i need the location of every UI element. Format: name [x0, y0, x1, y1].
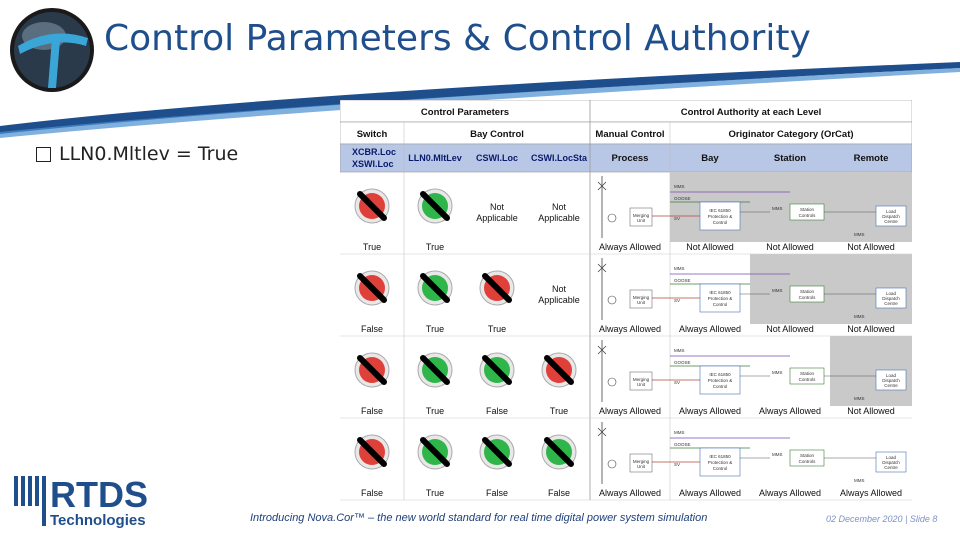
svg-text:Station: Station [799, 453, 815, 458]
svg-text:Protection &: Protection & [707, 296, 733, 301]
authority-label: Always Allowed [839, 488, 903, 498]
authority-label: Always Allowed [598, 242, 662, 252]
column-header-0-b: XSWI.Loc [352, 159, 394, 169]
svg-text:MMS: MMS [674, 184, 685, 189]
subheader-switch: Switch [356, 129, 388, 140]
subheader-orcat: Originator Category (OrCat) [728, 129, 854, 140]
authority-label: Not Allowed [766, 324, 814, 334]
footer-tagline: Introducing Nova.Cor™ – the new world standard for real time digital power system simulation [250, 512, 708, 524]
svg-text:Controls: Controls [798, 295, 816, 300]
state-label: True [425, 324, 445, 334]
authority-label: Always Allowed [758, 406, 822, 416]
svg-text:Centre: Centre [884, 383, 898, 388]
checkbox-bullet-icon [36, 147, 51, 162]
subheader-manual-control: Manual Control [595, 129, 665, 140]
svg-text:IEC 61850: IEC 61850 [709, 208, 731, 213]
svg-text:Controls: Controls [798, 213, 816, 218]
svg-text:Merging: Merging [632, 377, 650, 382]
rtds-logo-text: RTDS [50, 474, 148, 515]
footer-date: 02 December 2020 | Slide 8 [826, 514, 938, 524]
switch-closed-icon [480, 435, 514, 469]
switch-open-icon [355, 271, 389, 305]
authority-label: Always Allowed [678, 406, 742, 416]
svg-text:Unit: Unit [636, 382, 646, 387]
state-label: False [485, 488, 509, 498]
switch-open-icon [355, 189, 389, 223]
authority-label: Not Allowed [847, 324, 895, 334]
authority-label: Not Allowed [766, 242, 814, 252]
authority-label: Always Allowed [598, 406, 662, 416]
column-header-6: Station [773, 153, 807, 164]
svg-text:MMS: MMS [854, 232, 865, 237]
state-label-line2: Applicable [476, 213, 518, 223]
svg-text:Merging: Merging [632, 213, 650, 218]
svg-text:Control: Control [712, 220, 728, 225]
state-label: True [425, 242, 445, 252]
authority-label: Not Allowed [847, 242, 895, 252]
svg-text:SV: SV [674, 216, 681, 221]
group-header-control-authority: Control Authority at each Level [680, 107, 822, 118]
svg-text:SV: SV [674, 462, 681, 467]
control-authority-table [340, 100, 912, 502]
svg-text:Control: Control [712, 302, 728, 307]
svg-text:Protection &: Protection & [707, 378, 733, 383]
switch-open-icon [355, 435, 389, 469]
svg-text:Unit: Unit [636, 300, 646, 305]
state-label-line1: Not [551, 284, 567, 294]
rtds-logo [10, 474, 180, 530]
svg-text:MMS: MMS [674, 430, 685, 435]
switch-closed-icon [418, 271, 452, 305]
subheader-bay-control: Bay Control [470, 129, 524, 140]
state-label-line2: Applicable [538, 213, 580, 223]
state-label: False [485, 406, 509, 416]
svg-text:Load: Load [885, 291, 897, 296]
svg-text:GOOSE: GOOSE [674, 442, 691, 447]
svg-text:MMS: MMS [772, 288, 783, 293]
svg-text:IEC 61850: IEC 61850 [709, 290, 731, 295]
svg-text:MMS: MMS [854, 314, 865, 319]
svg-text:Station: Station [799, 371, 815, 376]
slide-title: Control Parameters & Control Authority [104, 18, 811, 59]
svg-text:MMS: MMS [854, 396, 865, 401]
authority-label: Not Allowed [686, 242, 734, 252]
svg-text:MMS: MMS [772, 206, 783, 211]
authority-label: Always Allowed [678, 324, 742, 334]
svg-text:SV: SV [674, 380, 681, 385]
svg-text:Unit: Unit [636, 218, 646, 223]
bullet-text: LLN0.Mltlev = True [59, 143, 239, 165]
svg-text:Unit: Unit [636, 464, 646, 469]
svg-text:IEC 61850: IEC 61850 [709, 372, 731, 377]
svg-text:MMS: MMS [674, 266, 685, 271]
svg-text:Protection &: Protection & [707, 460, 733, 465]
state-label: True [425, 488, 445, 498]
state-label: False [360, 488, 384, 498]
svg-text:Centre: Centre [884, 301, 898, 306]
svg-text:MMS: MMS [772, 370, 783, 375]
state-label: False [360, 406, 384, 416]
svg-text:Load: Load [885, 209, 897, 214]
svg-text:Merging: Merging [632, 295, 650, 300]
state-label: True [425, 406, 445, 416]
technologies-logo-text: Technologies [50, 512, 146, 529]
authority-label: Always Allowed [598, 488, 662, 498]
state-label-line1: Not [489, 202, 505, 212]
svg-text:Dispatch: Dispatch [882, 214, 900, 219]
svg-text:GOOSE: GOOSE [674, 196, 691, 201]
column-header-2: CSWI.Loc [476, 153, 518, 163]
authority-label: Always Allowed [758, 488, 822, 498]
switch-closed-icon [480, 353, 514, 387]
svg-text:Dispatch: Dispatch [882, 460, 900, 465]
column-header-3: CSWI.LocSta [530, 153, 588, 163]
column-header-7: Remote [853, 153, 889, 164]
group-header-control-parameters: Control Parameters [420, 107, 510, 118]
state-label: False [547, 488, 571, 498]
svg-text:GOOSE: GOOSE [674, 360, 691, 365]
svg-text:MMS: MMS [772, 452, 783, 457]
svg-text:MMS: MMS [854, 478, 865, 483]
svg-text:Dispatch: Dispatch [882, 296, 900, 301]
state-label: False [360, 324, 384, 334]
svg-text:Dispatch: Dispatch [882, 378, 900, 383]
column-header-5: Bay [701, 153, 719, 164]
state-label: True [549, 406, 569, 416]
state-label-line1: Not [551, 202, 567, 212]
svg-text:Merging: Merging [632, 459, 650, 464]
svg-text:IEC 61850: IEC 61850 [709, 454, 731, 459]
state-label: True [362, 242, 382, 252]
switch-closed-icon [542, 435, 576, 469]
svg-text:Controls: Controls [798, 377, 816, 382]
svg-text:Centre: Centre [884, 465, 898, 470]
switch-closed-icon [418, 189, 452, 223]
column-header-1: LLN0.MltLev [408, 153, 462, 163]
svg-text:Load: Load [885, 455, 897, 460]
authority-label: Always Allowed [678, 488, 742, 498]
svg-text:MMS: MMS [674, 348, 685, 353]
switch-open-icon [542, 353, 576, 387]
switch-open-icon [355, 353, 389, 387]
authority-label: Always Allowed [598, 324, 662, 334]
column-header-4: Process [611, 153, 649, 164]
svg-text:SV: SV [674, 298, 681, 303]
svg-text:Protection &: Protection & [707, 214, 733, 219]
state-label: True [487, 324, 507, 334]
svg-text:Control: Control [712, 466, 728, 471]
svg-text:Control: Control [712, 384, 728, 389]
column-header-0-a: XCBR.Loc [352, 147, 397, 157]
switch-closed-icon [418, 353, 452, 387]
authority-label: Not Allowed [847, 406, 895, 416]
svg-text:Load: Load [885, 373, 897, 378]
switch-closed-icon [418, 435, 452, 469]
svg-text:Station: Station [799, 207, 815, 212]
svg-text:Station: Station [799, 289, 815, 294]
state-label-line2: Applicable [538, 295, 580, 305]
svg-text:GOOSE: GOOSE [674, 278, 691, 283]
svg-text:Controls: Controls [798, 459, 816, 464]
switch-open-icon [480, 271, 514, 305]
bullet-item [36, 143, 238, 165]
svg-text:Centre: Centre [884, 219, 898, 224]
